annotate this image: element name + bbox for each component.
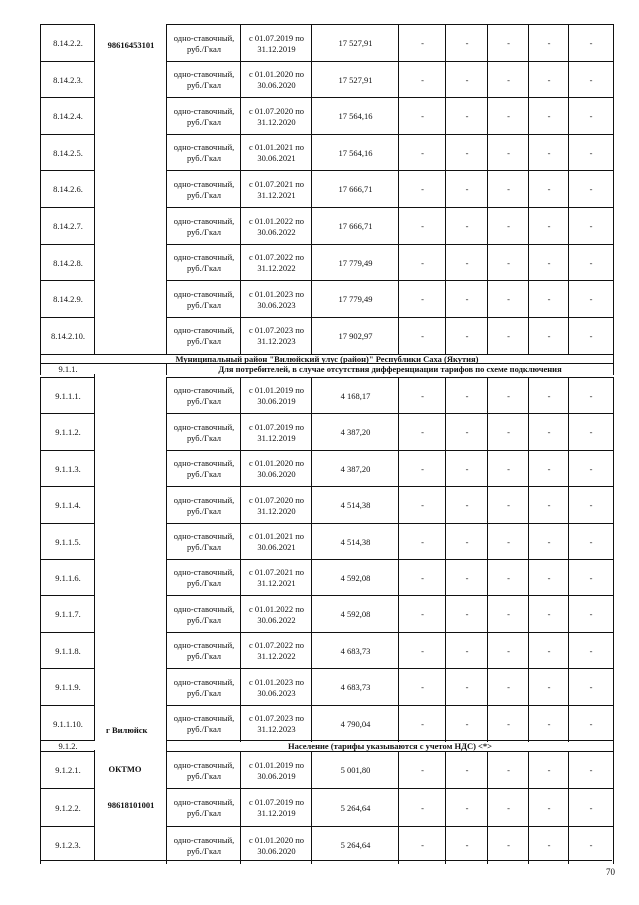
row-code: 9.1.1.3. <box>40 450 95 487</box>
empty-value-dash: - <box>445 207 488 245</box>
empty-value-dash: - <box>445 705 488 742</box>
tariff-cell: 5 001,80 <box>311 751 399 789</box>
tariff-cell: 17 527,91 <box>311 24 399 62</box>
empty-value-dash: - <box>487 486 529 524</box>
empty-value-dash: - <box>398 559 446 596</box>
empty-value-dash: - <box>568 826 614 864</box>
unit-cell: одно-ставочный, руб./Гкал <box>166 632 241 669</box>
unit-cell: одно-ставочный, руб./Гкал <box>166 170 241 208</box>
empty-value-dash: - <box>398 61 446 98</box>
empty-value-dash: - <box>487 595 529 633</box>
empty-value-dash: - <box>487 207 529 245</box>
empty-value-dash: - <box>398 244 446 281</box>
empty-value-dash: - <box>445 523 488 560</box>
empty-value-dash: - <box>445 317 488 354</box>
empty-value-dash: - <box>568 595 614 633</box>
empty-value-dash: - <box>568 207 614 245</box>
period-cell: с 01.01.2020 по 30.06.2020 <box>240 826 312 864</box>
empty-value-dash: - <box>487 826 529 864</box>
empty-value-dash: - <box>487 523 529 560</box>
row-code: 8.14.2.7. <box>40 207 95 245</box>
period-cell: с 01.07.2019 по 31.12.2019 <box>240 24 312 62</box>
oktmo-label: ОКТМО <box>108 763 142 774</box>
tariff-cell: 4 592,08 <box>311 595 399 633</box>
unit-cell: одно-ставочный, руб./Гкал <box>166 788 241 827</box>
unit-cell: одно-ставочный, руб./Гкал <box>166 413 241 451</box>
empty-value-dash: - <box>445 788 488 827</box>
oktmo-code: 98618101001 <box>107 799 155 810</box>
tariff-cell: 4 514,38 <box>311 523 399 560</box>
row-code: 9.1.2.3. <box>40 826 95 864</box>
empty-value-dash: - <box>398 24 446 62</box>
row-code: 9.1.2.2. <box>40 788 95 827</box>
empty-value-dash: - <box>568 317 614 354</box>
empty-value-dash: - <box>445 134 488 171</box>
empty-value-dash: - <box>528 317 569 354</box>
empty-value-dash: - <box>528 668 569 706</box>
unit-cell: одно-ставочный, руб./Гкал <box>166 595 241 633</box>
empty-value-dash: - <box>445 97 488 135</box>
row-code: 8.14.2.10. <box>40 317 95 354</box>
group-code: 9.1.1. <box>40 363 95 375</box>
empty-value-dash: - <box>398 170 446 208</box>
period-cell: с 01.01.2020 по 30.06.2020 <box>240 61 312 98</box>
period-cell: с 01.07.2020 по 31.12.2020 <box>240 97 312 135</box>
empty-value-dash: - <box>398 413 446 451</box>
tariff-cell: 17 564,16 <box>311 134 399 171</box>
period-cell: с 01.01.2023 по 30.06.2023 <box>240 280 312 318</box>
empty-value-dash: - <box>445 826 488 864</box>
empty-value-dash: - <box>568 788 614 827</box>
empty-value-dash: - <box>398 377 446 414</box>
empty-value-dash: - <box>445 486 488 524</box>
tariff-cell: 17 779,49 <box>311 244 399 281</box>
empty-value-dash: - <box>528 24 569 62</box>
empty-value-dash: - <box>445 24 488 62</box>
empty-value-dash: - <box>568 244 614 281</box>
period-cell: с 01.07.2023 по 31.12.2023 <box>240 317 312 354</box>
empty-value-dash: - <box>528 207 569 245</box>
unit-cell: одно-ставочный, руб./Гкал <box>166 207 241 245</box>
unit-cell: одно-ставочный, руб./Гкал <box>166 377 241 414</box>
empty-value-dash: - <box>528 61 569 98</box>
period-cell: с 01.01.2019 по 30.06.2019 <box>240 377 312 414</box>
empty-value-dash: - <box>528 559 569 596</box>
group-title: Для потребителей, в случае отсутствия дифференциации тарифов по схеме подключения <box>166 363 614 375</box>
row-code: 8.14.2.4. <box>40 97 95 135</box>
row-code: 9.1.1.6. <box>40 559 95 596</box>
empty-value-dash: - <box>528 788 569 827</box>
empty-value-dash: - <box>568 134 614 171</box>
row-code: 9.1.1.9. <box>40 668 95 706</box>
empty-value-dash: - <box>445 413 488 451</box>
empty-value-dash: - <box>568 61 614 98</box>
empty-value-dash: - <box>528 595 569 633</box>
empty-value-dash: - <box>487 317 529 354</box>
tariff-cell: 17 527,91 <box>311 61 399 98</box>
empty-value-dash: - <box>445 595 488 633</box>
empty-value-dash: - <box>528 413 569 451</box>
unit-cell: одно-ставочный, руб./Гкал <box>166 826 241 864</box>
empty-value-dash: - <box>568 705 614 742</box>
unit-cell: одно-ставочный, руб./Гкал <box>166 523 241 560</box>
empty-value-dash: - <box>398 705 446 742</box>
empty-value-dash: - <box>487 170 529 208</box>
empty-value-dash: - <box>528 170 569 208</box>
period-cell: с 01.07.2023 по 31.12.2023 <box>240 705 312 742</box>
tariff-cell: 4 387,20 <box>311 450 399 487</box>
empty-value-dash: - <box>528 751 569 789</box>
empty-value-dash: - <box>398 826 446 864</box>
empty-value-dash: - <box>445 244 488 281</box>
empty-value-dash: - <box>487 559 529 596</box>
empty-value-dash: - <box>445 668 488 706</box>
empty-value-dash: - <box>445 377 488 414</box>
unit-cell: одно-ставочный, руб./Гкал <box>166 24 241 62</box>
period-cell: с 01.07.2022 по 31.12.2022 <box>240 632 312 669</box>
empty-value-dash: - <box>528 486 569 524</box>
empty-value-dash: - <box>398 751 446 789</box>
tariff-cell: 4 683,73 <box>311 632 399 669</box>
empty-value-dash: - <box>445 450 488 487</box>
period-cell: с 01.07.2021 по 31.12.2021 <box>240 559 312 596</box>
empty-value-dash: - <box>568 413 614 451</box>
empty-value-dash: - <box>528 450 569 487</box>
empty-value-dash: - <box>398 788 446 827</box>
period-cell: с 01.07.2020 по 31.12.2020 <box>240 486 312 524</box>
empty-value-dash: - <box>528 632 569 669</box>
tariff-cell: 4 592,08 <box>311 559 399 596</box>
row-code: 9.1.1.10. <box>40 705 95 742</box>
locality-column <box>94 374 167 740</box>
locality-name: г Вилюйск <box>106 724 148 735</box>
empty-value-dash: - <box>568 751 614 789</box>
tariff-cell: 4 387,20 <box>311 413 399 451</box>
period-cell: с 01.01.2022 по 30.06.2022 <box>240 595 312 633</box>
empty-value-dash: - <box>398 632 446 669</box>
empty-value-dash: - <box>398 134 446 171</box>
empty-value-dash: - <box>528 97 569 135</box>
tariff-cell: 17 666,71 <box>311 170 399 208</box>
empty-value-dash: - <box>487 632 529 669</box>
empty-value-dash: - <box>568 97 614 135</box>
unit-cell: одно-ставочный, руб./Гкал <box>166 559 241 596</box>
empty-value-dash: - <box>487 705 529 742</box>
unit-cell: одно-ставочный, руб./Гкал <box>166 61 241 98</box>
row-code: 9.1.1.1. <box>40 377 95 414</box>
empty-value-dash: - <box>445 280 488 318</box>
period-cell: с 01.01.2020 по 30.06.2020 <box>240 450 312 487</box>
empty-value-dash: - <box>487 244 529 281</box>
period-cell: с 01.01.2021 по 30.06.2021 <box>240 523 312 560</box>
empty-value-dash: - <box>528 280 569 318</box>
page-number: 70 <box>606 867 615 877</box>
empty-value-dash: - <box>398 97 446 135</box>
empty-value-dash: - <box>398 317 446 354</box>
row-code: 8.14.2.5. <box>40 134 95 171</box>
row-code: 8.14.2.9. <box>40 280 95 318</box>
unit-cell: одно-ставочный, руб./Гкал <box>166 280 241 318</box>
empty-value-dash: - <box>487 24 529 62</box>
tariff-cell: 17 779,49 <box>311 280 399 318</box>
period-cell: с 01.01.2022 по 30.06.2022 <box>240 207 312 245</box>
tariff-cell: 4 790,04 <box>311 705 399 742</box>
tariff-cell: 4 168,17 <box>311 377 399 414</box>
period-cell: с 01.01.2023 по 30.06.2023 <box>240 668 312 706</box>
unit-cell: одно-ставочный, руб./Гкал <box>166 97 241 135</box>
tariff-cell: 5 264,64 <box>311 826 399 864</box>
empty-value-dash: - <box>568 170 614 208</box>
empty-value-dash: - <box>568 24 614 62</box>
row-code: 9.1.1.2. <box>40 413 95 451</box>
row-code: 8.14.2.8. <box>40 244 95 281</box>
group-title: Население (тарифы указываются с учетом НДС) <*> <box>166 740 614 751</box>
empty-value-dash: - <box>568 632 614 669</box>
empty-value-dash: - <box>568 377 614 414</box>
empty-value-dash: - <box>398 523 446 560</box>
unit-cell: одно-ставочный, руб./Гкал <box>166 486 241 524</box>
empty-value-dash: - <box>398 280 446 318</box>
oktmo-code: 98616453101 <box>107 39 155 50</box>
empty-value-dash: - <box>528 705 569 742</box>
oktmo-column <box>94 24 167 354</box>
empty-value-dash: - <box>487 413 529 451</box>
empty-value-dash: - <box>487 280 529 318</box>
empty-value-dash: - <box>445 751 488 789</box>
row-code: 9.1.1.5. <box>40 523 95 560</box>
row-code: 9.1.1.8. <box>40 632 95 669</box>
unit-cell: одно-ставочный, руб./Гкал <box>166 134 241 171</box>
empty-value-dash: - <box>568 280 614 318</box>
empty-value-dash: - <box>487 97 529 135</box>
empty-value-dash: - <box>398 595 446 633</box>
empty-value-dash: - <box>568 559 614 596</box>
table-bottom-edge <box>40 860 612 861</box>
unit-cell: одно-ставочный, руб./Гкал <box>166 668 241 706</box>
empty-value-dash: - <box>528 244 569 281</box>
unit-cell: одно-ставочный, руб./Гкал <box>166 450 241 487</box>
empty-value-dash: - <box>487 751 529 789</box>
tariff-cell: 17 666,71 <box>311 207 399 245</box>
empty-value-dash: - <box>398 668 446 706</box>
empty-value-dash: - <box>487 788 529 827</box>
tariff-cell: 17 902,97 <box>311 317 399 354</box>
empty-value-dash: - <box>487 61 529 98</box>
empty-value-dash: - <box>445 559 488 596</box>
empty-value-dash: - <box>487 450 529 487</box>
empty-value-dash: - <box>528 134 569 171</box>
tariff-cell: 4 683,73 <box>311 668 399 706</box>
empty-value-dash: - <box>487 377 529 414</box>
empty-value-dash: - <box>487 668 529 706</box>
empty-value-dash: - <box>398 486 446 524</box>
empty-value-dash: - <box>528 377 569 414</box>
period-cell: с 01.07.2019 по 31.12.2019 <box>240 788 312 827</box>
row-code: 9.1.1.7. <box>40 595 95 633</box>
empty-value-dash: - <box>568 486 614 524</box>
row-code: 8.14.2.3. <box>40 61 95 98</box>
empty-value-dash: - <box>528 826 569 864</box>
empty-value-dash: - <box>445 170 488 208</box>
district-header: Муниципальный район "Вилюйский улус (район)" Республики Саха (Якутия) <box>40 354 614 364</box>
tariff-cell: 4 514,38 <box>311 486 399 524</box>
period-cell: с 01.01.2021 по 30.06.2021 <box>240 134 312 171</box>
period-cell: с 01.07.2022 по 31.12.2022 <box>240 244 312 281</box>
empty-value-dash: - <box>445 61 488 98</box>
period-cell: с 01.07.2021 по 31.12.2021 <box>240 170 312 208</box>
tariff-cell: 5 264,64 <box>311 788 399 827</box>
tariff-cell: 17 564,16 <box>311 97 399 135</box>
period-cell: с 01.01.2019 по 30.06.2019 <box>240 751 312 789</box>
empty-value-dash: - <box>568 450 614 487</box>
group-code: 9.1.2. <box>40 740 95 751</box>
empty-value-dash: - <box>568 523 614 560</box>
empty-value-dash: - <box>487 134 529 171</box>
unit-cell: одно-ставочный, руб./Гкал <box>166 751 241 789</box>
unit-cell: одно-ставочный, руб./Гкал <box>166 705 241 742</box>
row-code: 9.1.1.4. <box>40 486 95 524</box>
unit-cell: одно-ставочный, руб./Гкал <box>166 244 241 281</box>
row-code: 8.14.2.6. <box>40 170 95 208</box>
empty-value-dash: - <box>398 207 446 245</box>
period-cell: с 01.07.2019 по 31.12.2019 <box>240 413 312 451</box>
empty-value-dash: - <box>445 632 488 669</box>
row-code: 9.1.2.1. <box>40 751 95 789</box>
unit-cell: одно-ставочный, руб./Гкал <box>166 317 241 354</box>
row-code: 8.14.2.2. <box>40 24 95 62</box>
empty-value-dash: - <box>568 668 614 706</box>
empty-value-dash: - <box>398 450 446 487</box>
empty-value-dash: - <box>528 523 569 560</box>
